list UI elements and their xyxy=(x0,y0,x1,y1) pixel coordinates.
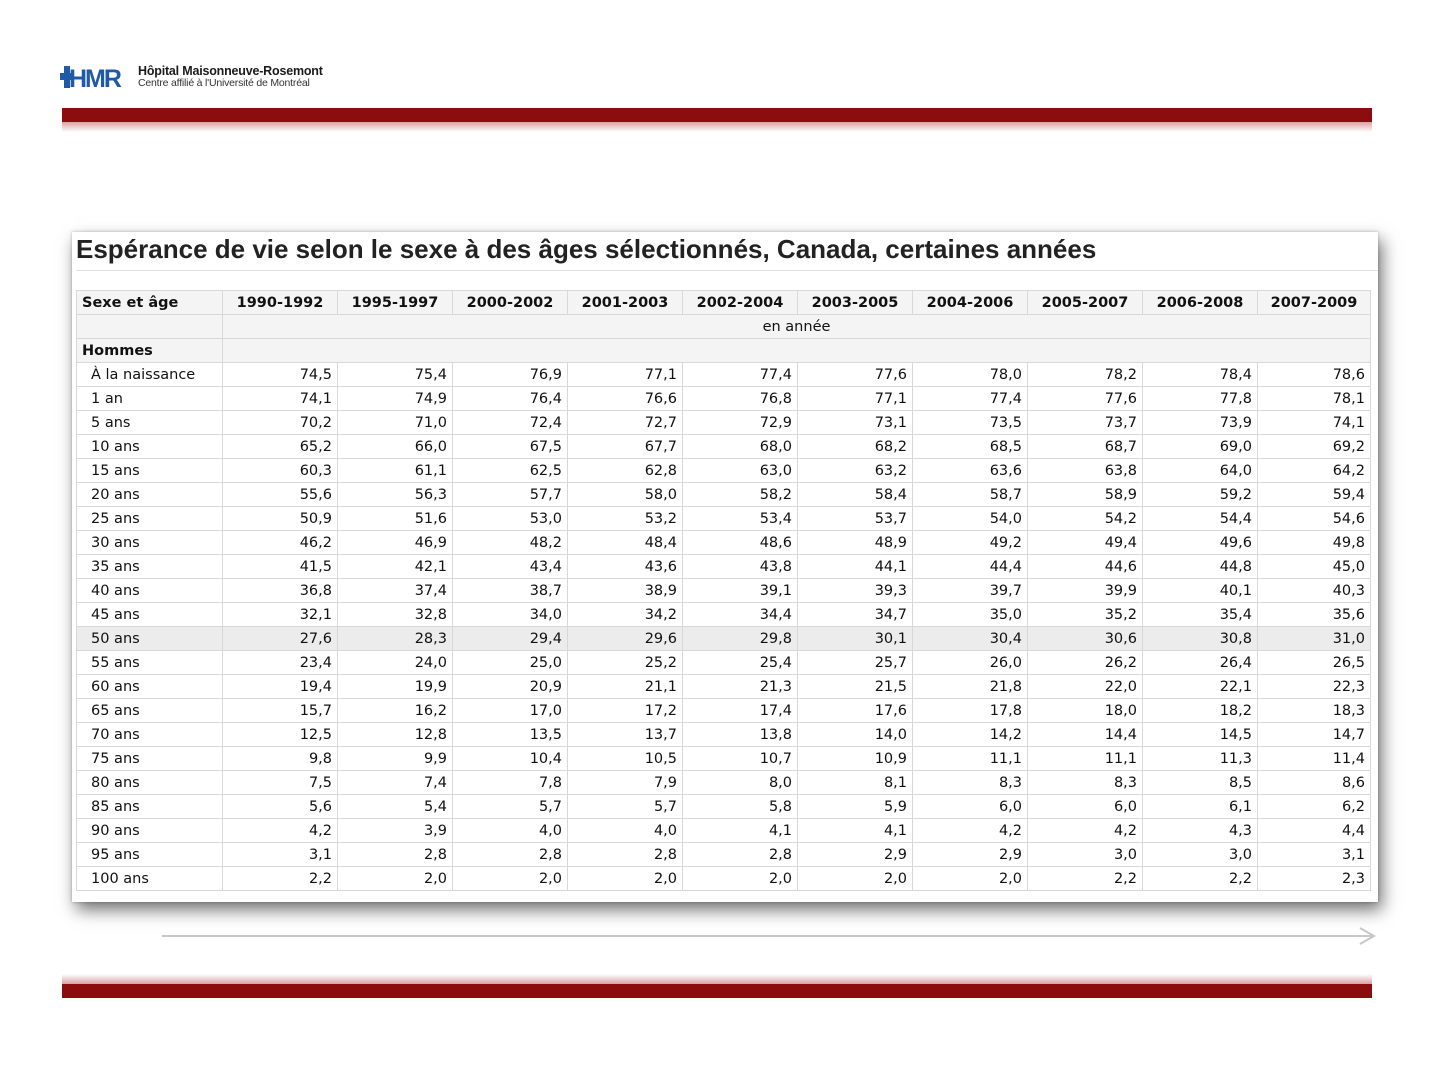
value-cell: 66,0 xyxy=(338,435,453,459)
value-cell: 63,8 xyxy=(1028,459,1143,483)
value-cell: 30,8 xyxy=(1143,627,1258,651)
value-cell: 78,0 xyxy=(913,363,1028,387)
value-cell: 40,1 xyxy=(1143,579,1258,603)
value-cell: 34,4 xyxy=(683,603,798,627)
value-cell: 43,6 xyxy=(568,555,683,579)
value-cell: 76,8 xyxy=(683,387,798,411)
table-row xyxy=(77,483,1371,507)
table-row xyxy=(77,843,1371,867)
value-cell: 71,0 xyxy=(338,411,453,435)
value-cell: 29,8 xyxy=(683,627,798,651)
period-header: 2001-2003 xyxy=(568,291,683,315)
value-cell: 19,9 xyxy=(338,675,453,699)
group-label: Hommes xyxy=(77,339,223,363)
value-cell: 68,0 xyxy=(683,435,798,459)
value-cell: 18,2 xyxy=(1143,699,1258,723)
value-cell: 21,8 xyxy=(913,675,1028,699)
value-cell: 2,3 xyxy=(1258,867,1371,891)
value-cell: 4,4 xyxy=(1258,819,1371,843)
value-cell: 25,0 xyxy=(453,651,568,675)
value-cell: 64,0 xyxy=(1143,459,1258,483)
value-cell: 12,5 xyxy=(223,723,338,747)
value-cell: 51,6 xyxy=(338,507,453,531)
value-cell: 49,4 xyxy=(1028,531,1143,555)
value-cell: 77,6 xyxy=(1028,387,1143,411)
value-cell: 24,0 xyxy=(338,651,453,675)
value-cell: 77,1 xyxy=(798,387,913,411)
value-cell: 3,0 xyxy=(1143,843,1258,867)
value-cell: 14,0 xyxy=(798,723,913,747)
value-cell: 73,7 xyxy=(1028,411,1143,435)
value-cell: 35,4 xyxy=(1143,603,1258,627)
right-arrow-icon xyxy=(162,926,1378,946)
title-divider xyxy=(76,270,1378,271)
table-body xyxy=(77,363,1371,891)
age-label: 90 ans xyxy=(77,819,223,843)
group-row-fill xyxy=(223,339,1371,363)
table-row xyxy=(77,411,1371,435)
value-cell: 59,4 xyxy=(1258,483,1371,507)
value-cell: 78,4 xyxy=(1143,363,1258,387)
value-cell: 5,4 xyxy=(338,795,453,819)
value-cell: 27,6 xyxy=(223,627,338,651)
value-cell: 70,2 xyxy=(223,411,338,435)
value-cell: 22,0 xyxy=(1028,675,1143,699)
value-cell: 17,2 xyxy=(568,699,683,723)
value-cell: 31,0 xyxy=(1258,627,1371,651)
age-label: 10 ans xyxy=(77,435,223,459)
period-header: 2007-2009 xyxy=(1258,291,1371,315)
header-row xyxy=(77,291,1371,315)
value-cell: 53,4 xyxy=(683,507,798,531)
value-cell: 48,4 xyxy=(568,531,683,555)
value-cell: 10,7 xyxy=(683,747,798,771)
value-cell: 25,2 xyxy=(568,651,683,675)
value-cell: 42,1 xyxy=(338,555,453,579)
value-cell: 72,7 xyxy=(568,411,683,435)
value-cell: 11,1 xyxy=(1028,747,1143,771)
value-cell: 60,3 xyxy=(223,459,338,483)
table-row xyxy=(77,387,1371,411)
hospital-subtitle: Centre affilié à l'Université de Montréal xyxy=(138,77,310,89)
table-row xyxy=(77,675,1371,699)
value-cell: 3,1 xyxy=(1258,843,1371,867)
hospital-name: Hôpital Maisonneuve-Rosemont xyxy=(138,64,323,78)
value-cell: 55,6 xyxy=(223,483,338,507)
value-cell: 74,5 xyxy=(223,363,338,387)
value-cell: 17,0 xyxy=(453,699,568,723)
value-cell: 20,9 xyxy=(453,675,568,699)
value-cell: 21,5 xyxy=(798,675,913,699)
value-cell: 4,0 xyxy=(453,819,568,843)
value-cell: 77,1 xyxy=(568,363,683,387)
value-cell: 44,6 xyxy=(1028,555,1143,579)
unit-row xyxy=(77,315,1371,339)
value-cell: 3,0 xyxy=(1028,843,1143,867)
value-cell: 26,0 xyxy=(913,651,1028,675)
value-cell: 76,6 xyxy=(568,387,683,411)
value-cell: 18,3 xyxy=(1258,699,1371,723)
value-cell: 2,0 xyxy=(913,867,1028,891)
value-cell: 44,8 xyxy=(1143,555,1258,579)
value-cell: 6,0 xyxy=(1028,795,1143,819)
value-cell: 68,5 xyxy=(913,435,1028,459)
value-cell: 39,1 xyxy=(683,579,798,603)
table-row xyxy=(77,723,1371,747)
age-label: 25 ans xyxy=(77,507,223,531)
value-cell: 9,8 xyxy=(223,747,338,771)
hospital-logo xyxy=(60,62,323,92)
value-cell: 11,1 xyxy=(913,747,1028,771)
value-cell: 32,1 xyxy=(223,603,338,627)
value-cell: 48,9 xyxy=(798,531,913,555)
bottom-red-bar xyxy=(62,984,1372,998)
value-cell: 5,7 xyxy=(453,795,568,819)
value-cell: 11,3 xyxy=(1143,747,1258,771)
value-cell: 13,8 xyxy=(683,723,798,747)
hmr-logo-icon xyxy=(60,62,132,92)
value-cell: 4,2 xyxy=(223,819,338,843)
value-cell: 17,4 xyxy=(683,699,798,723)
age-label: 20 ans xyxy=(77,483,223,507)
value-cell: 8,5 xyxy=(1143,771,1258,795)
value-cell: 34,0 xyxy=(453,603,568,627)
value-cell: 2,0 xyxy=(453,867,568,891)
value-cell: 29,4 xyxy=(453,627,568,651)
value-cell: 8,6 xyxy=(1258,771,1371,795)
age-label: 100 ans xyxy=(77,867,223,891)
value-cell: 64,2 xyxy=(1258,459,1371,483)
value-cell: 4,2 xyxy=(913,819,1028,843)
value-cell: 2,2 xyxy=(223,867,338,891)
value-cell: 13,5 xyxy=(453,723,568,747)
age-label: À la naissance xyxy=(77,363,223,387)
value-cell: 53,0 xyxy=(453,507,568,531)
value-cell: 22,3 xyxy=(1258,675,1371,699)
table-row xyxy=(77,627,1371,651)
value-cell: 15,7 xyxy=(223,699,338,723)
age-label: 70 ans xyxy=(77,723,223,747)
value-cell: 58,4 xyxy=(798,483,913,507)
value-cell: 74,1 xyxy=(223,387,338,411)
value-cell: 74,1 xyxy=(1258,411,1371,435)
period-header: 2005-2007 xyxy=(1028,291,1143,315)
table-row xyxy=(77,867,1371,891)
value-cell: 58,0 xyxy=(568,483,683,507)
table-row xyxy=(77,651,1371,675)
top-red-bar xyxy=(62,108,1372,122)
value-cell: 67,5 xyxy=(453,435,568,459)
value-cell: 34,7 xyxy=(798,603,913,627)
table-row xyxy=(77,699,1371,723)
value-cell: 2,8 xyxy=(453,843,568,867)
value-cell: 58,9 xyxy=(1028,483,1143,507)
value-cell: 2,2 xyxy=(1143,867,1258,891)
value-cell: 2,9 xyxy=(798,843,913,867)
value-cell: 46,9 xyxy=(338,531,453,555)
value-cell: 46,2 xyxy=(223,531,338,555)
value-cell: 35,2 xyxy=(1028,603,1143,627)
life-expectancy-table xyxy=(76,290,1371,891)
value-cell: 14,5 xyxy=(1143,723,1258,747)
value-cell: 10,4 xyxy=(453,747,568,771)
value-cell: 59,2 xyxy=(1143,483,1258,507)
table-row xyxy=(77,507,1371,531)
value-cell: 26,5 xyxy=(1258,651,1371,675)
value-cell: 13,7 xyxy=(568,723,683,747)
value-cell: 7,4 xyxy=(338,771,453,795)
value-cell: 2,2 xyxy=(1028,867,1143,891)
age-label: 75 ans xyxy=(77,747,223,771)
value-cell: 7,5 xyxy=(223,771,338,795)
value-cell: 67,7 xyxy=(568,435,683,459)
value-cell: 10,5 xyxy=(568,747,683,771)
value-cell: 39,7 xyxy=(913,579,1028,603)
value-cell: 2,0 xyxy=(338,867,453,891)
table-row xyxy=(77,771,1371,795)
table-row xyxy=(77,579,1371,603)
value-cell: 35,6 xyxy=(1258,603,1371,627)
age-label: 65 ans xyxy=(77,699,223,723)
value-cell: 4,2 xyxy=(1028,819,1143,843)
value-cell: 50,9 xyxy=(223,507,338,531)
value-cell: 5,8 xyxy=(683,795,798,819)
age-label: 5 ans xyxy=(77,411,223,435)
value-cell: 78,2 xyxy=(1028,363,1143,387)
value-cell: 43,8 xyxy=(683,555,798,579)
value-cell: 28,3 xyxy=(338,627,453,651)
value-cell: 34,2 xyxy=(568,603,683,627)
value-cell: 7,8 xyxy=(453,771,568,795)
age-label: 95 ans xyxy=(77,843,223,867)
value-cell: 5,6 xyxy=(223,795,338,819)
table-row xyxy=(77,555,1371,579)
value-cell: 4,3 xyxy=(1143,819,1258,843)
age-label: 55 ans xyxy=(77,651,223,675)
value-cell: 58,2 xyxy=(683,483,798,507)
value-cell: 78,1 xyxy=(1258,387,1371,411)
value-cell: 25,4 xyxy=(683,651,798,675)
age-label: 60 ans xyxy=(77,675,223,699)
value-cell: 74,9 xyxy=(338,387,453,411)
value-cell: 44,1 xyxy=(798,555,913,579)
age-label: 15 ans xyxy=(77,459,223,483)
value-cell: 2,0 xyxy=(798,867,913,891)
value-cell: 3,9 xyxy=(338,819,453,843)
value-cell: 54,0 xyxy=(913,507,1028,531)
value-cell: 6,2 xyxy=(1258,795,1371,819)
value-cell: 43,4 xyxy=(453,555,568,579)
value-cell: 48,6 xyxy=(683,531,798,555)
value-cell: 68,7 xyxy=(1028,435,1143,459)
value-cell: 38,9 xyxy=(568,579,683,603)
value-cell: 5,7 xyxy=(568,795,683,819)
value-cell: 63,6 xyxy=(913,459,1028,483)
period-header: 1990-1992 xyxy=(223,291,338,315)
table-row xyxy=(77,603,1371,627)
value-cell: 73,9 xyxy=(1143,411,1258,435)
value-cell: 5,9 xyxy=(798,795,913,819)
period-header: 1995-1997 xyxy=(338,291,453,315)
value-cell: 6,1 xyxy=(1143,795,1258,819)
age-label: 85 ans xyxy=(77,795,223,819)
value-cell: 57,7 xyxy=(453,483,568,507)
age-label: 80 ans xyxy=(77,771,223,795)
value-cell: 56,3 xyxy=(338,483,453,507)
value-cell: 77,8 xyxy=(1143,387,1258,411)
value-cell: 49,2 xyxy=(913,531,1028,555)
value-cell: 72,4 xyxy=(453,411,568,435)
value-cell: 16,2 xyxy=(338,699,453,723)
value-cell: 69,2 xyxy=(1258,435,1371,459)
value-cell: 17,8 xyxy=(913,699,1028,723)
value-cell: 54,2 xyxy=(1028,507,1143,531)
age-label: 1 an xyxy=(77,387,223,411)
value-cell: 22,1 xyxy=(1143,675,1258,699)
table-row xyxy=(77,795,1371,819)
value-cell: 8,0 xyxy=(683,771,798,795)
value-cell: 63,0 xyxy=(683,459,798,483)
value-cell: 62,5 xyxy=(453,459,568,483)
value-cell: 18,0 xyxy=(1028,699,1143,723)
value-cell: 8,3 xyxy=(1028,771,1143,795)
value-cell: 38,7 xyxy=(453,579,568,603)
table-row xyxy=(77,819,1371,843)
value-cell: 77,4 xyxy=(683,363,798,387)
top-red-bar-fade xyxy=(62,122,1372,132)
value-cell: 21,3 xyxy=(683,675,798,699)
unit-row-stub xyxy=(77,315,223,339)
value-cell: 8,3 xyxy=(913,771,1028,795)
value-cell: 75,4 xyxy=(338,363,453,387)
value-cell: 41,5 xyxy=(223,555,338,579)
value-cell: 2,9 xyxy=(913,843,1028,867)
value-cell: 25,7 xyxy=(798,651,913,675)
value-cell: 76,4 xyxy=(453,387,568,411)
age-label: 30 ans xyxy=(77,531,223,555)
value-cell: 35,0 xyxy=(913,603,1028,627)
value-cell: 39,3 xyxy=(798,579,913,603)
value-cell: 78,6 xyxy=(1258,363,1371,387)
logo-abbr: HMR xyxy=(69,65,120,92)
value-cell: 2,0 xyxy=(683,867,798,891)
value-cell: 61,1 xyxy=(338,459,453,483)
value-cell: 11,4 xyxy=(1258,747,1371,771)
value-cell: 62,8 xyxy=(568,459,683,483)
value-cell: 6,0 xyxy=(913,795,1028,819)
value-cell: 7,9 xyxy=(568,771,683,795)
value-cell: 69,0 xyxy=(1143,435,1258,459)
value-cell: 73,1 xyxy=(798,411,913,435)
bottom-red-bar-fade xyxy=(62,974,1372,984)
value-cell: 4,1 xyxy=(798,819,913,843)
age-label: 45 ans xyxy=(77,603,223,627)
table-title: Espérance de vie selon le sexe à des âges sélectionnés, Canada, certaines années xyxy=(76,234,1097,264)
value-cell: 26,2 xyxy=(1028,651,1143,675)
value-cell: 8,1 xyxy=(798,771,913,795)
value-cell: 29,6 xyxy=(568,627,683,651)
unit-label: en année xyxy=(223,315,1371,339)
group-row xyxy=(77,339,1371,363)
value-cell: 3,1 xyxy=(223,843,338,867)
value-cell: 73,5 xyxy=(913,411,1028,435)
value-cell: 12,8 xyxy=(338,723,453,747)
value-cell: 14,7 xyxy=(1258,723,1371,747)
period-header: 2006-2008 xyxy=(1143,291,1258,315)
value-cell: 2,8 xyxy=(568,843,683,867)
table-row xyxy=(77,435,1371,459)
value-cell: 2,0 xyxy=(568,867,683,891)
value-cell: 19,4 xyxy=(223,675,338,699)
value-cell: 68,2 xyxy=(798,435,913,459)
value-cell: 48,2 xyxy=(453,531,568,555)
table-card xyxy=(72,232,1378,902)
value-cell: 49,8 xyxy=(1258,531,1371,555)
corner-header: Sexe et âge xyxy=(77,291,223,315)
value-cell: 39,9 xyxy=(1028,579,1143,603)
value-cell: 36,8 xyxy=(223,579,338,603)
value-cell: 63,2 xyxy=(798,459,913,483)
value-cell: 14,4 xyxy=(1028,723,1143,747)
value-cell: 9,9 xyxy=(338,747,453,771)
value-cell: 77,4 xyxy=(913,387,1028,411)
value-cell: 23,4 xyxy=(223,651,338,675)
value-cell: 40,3 xyxy=(1258,579,1371,603)
value-cell: 54,6 xyxy=(1258,507,1371,531)
value-cell: 45,0 xyxy=(1258,555,1371,579)
table-row xyxy=(77,531,1371,555)
value-cell: 2,8 xyxy=(338,843,453,867)
period-header: 2000-2002 xyxy=(453,291,568,315)
value-cell: 14,2 xyxy=(913,723,1028,747)
value-cell: 30,6 xyxy=(1028,627,1143,651)
table-row xyxy=(77,747,1371,771)
value-cell: 76,9 xyxy=(453,363,568,387)
value-cell: 49,6 xyxy=(1143,531,1258,555)
value-cell: 65,2 xyxy=(223,435,338,459)
value-cell: 58,7 xyxy=(913,483,1028,507)
value-cell: 53,7 xyxy=(798,507,913,531)
value-cell: 77,6 xyxy=(798,363,913,387)
value-cell: 17,6 xyxy=(798,699,913,723)
table-row xyxy=(77,363,1371,387)
value-cell: 30,1 xyxy=(798,627,913,651)
value-cell: 4,1 xyxy=(683,819,798,843)
period-header: 2002-2004 xyxy=(683,291,798,315)
value-cell: 44,4 xyxy=(913,555,1028,579)
value-cell: 21,1 xyxy=(568,675,683,699)
age-label: 40 ans xyxy=(77,579,223,603)
value-cell: 30,4 xyxy=(913,627,1028,651)
value-cell: 10,9 xyxy=(798,747,913,771)
value-cell: 4,0 xyxy=(568,819,683,843)
value-cell: 53,2 xyxy=(568,507,683,531)
value-cell: 2,8 xyxy=(683,843,798,867)
age-label: 50 ans xyxy=(77,627,223,651)
value-cell: 54,4 xyxy=(1143,507,1258,531)
age-label: 35 ans xyxy=(77,555,223,579)
table-row xyxy=(77,459,1371,483)
period-header: 2004-2006 xyxy=(913,291,1028,315)
value-cell: 72,9 xyxy=(683,411,798,435)
value-cell: 37,4 xyxy=(338,579,453,603)
value-cell: 32,8 xyxy=(338,603,453,627)
period-header: 2003-2005 xyxy=(798,291,913,315)
value-cell: 26,4 xyxy=(1143,651,1258,675)
